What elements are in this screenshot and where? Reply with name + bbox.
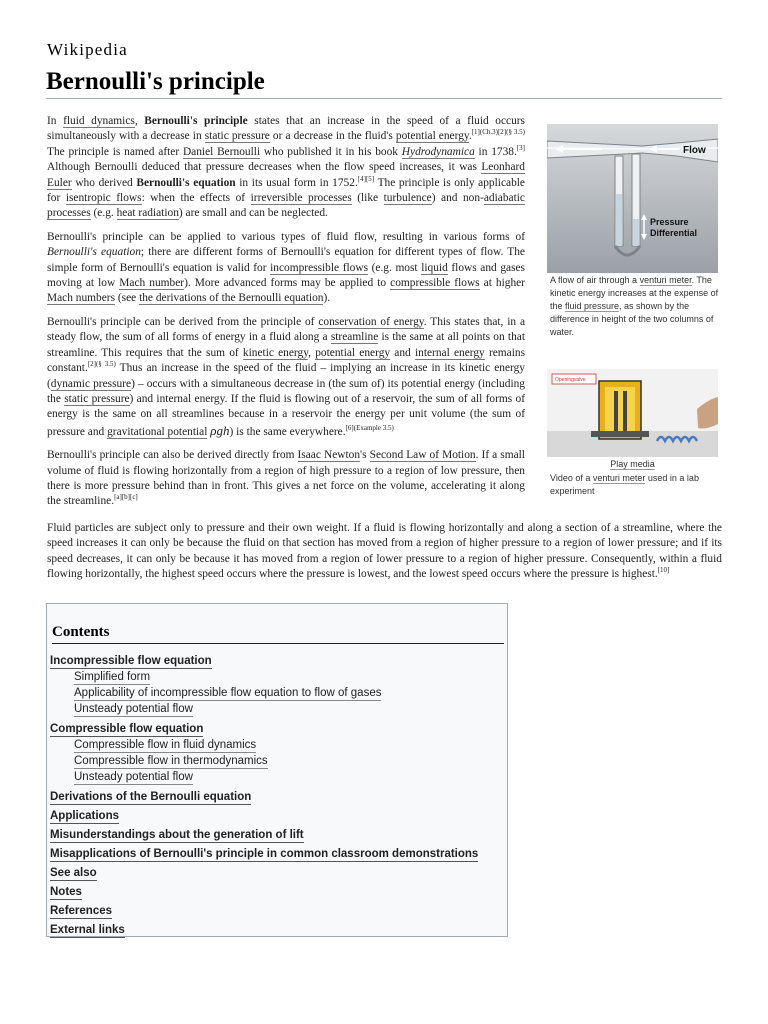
- link-mach-number[interactable]: Mach number: [119, 277, 185, 290]
- text: ).: [323, 292, 331, 305]
- link-compressible-flows[interactable]: compressible flows: [390, 277, 480, 290]
- link-venturi-meter[interactable]: venturi meter: [639, 275, 692, 285]
- text: A flow of air through a: [550, 275, 640, 285]
- text: ) – occurs with a simultaneous decrease in (the sum of) its potential energy (including the: [47, 377, 526, 405]
- italic-term: Bernoulli's equation: [47, 246, 141, 259]
- link-potential-energy[interactable]: potential energy: [395, 130, 469, 143]
- paragraph-4: [47, 448, 525, 510]
- citation[interactable]: [4][5]: [357, 174, 375, 183]
- text: Thus an increase in the speed of the fluid – implying an increase in its kinetic energy (: [47, 362, 525, 390]
- link-adiabatic-processes[interactable]: adiabatic processes: [47, 192, 525, 220]
- link-derivations[interactable]: the derivations of the Bernoulli equation: [139, 292, 324, 305]
- text: Although Bernoulli deduced that pressure decreases when the flow speed increases, it was: [47, 161, 482, 174]
- link-heat-radiation[interactable]: heat radiation: [116, 207, 179, 220]
- text: ) is the same everywhere.: [229, 425, 346, 438]
- toc-item-applicability-to-gases[interactable]: Applicability of incompressible flow equation to flow of gases: [74, 687, 382, 699]
- play-media-link[interactable]: [547, 459, 718, 469]
- toc-item-compressible-fluid-dynamics[interactable]: Compressible flow in fluid dynamics: [74, 739, 257, 751]
- text: (like: [351, 192, 384, 205]
- text: who published it in his book: [260, 145, 402, 158]
- link-kinetic-energy[interactable]: kinetic energy: [242, 346, 309, 359]
- venturi-meter-image[interactable]: [547, 124, 718, 273]
- toc-item-unsteady-potential-flow-1[interactable]: Unsteady potential flow: [74, 703, 193, 715]
- text: ,: [134, 115, 145, 127]
- figure-2-caption: [550, 472, 720, 498]
- text: .: [468, 130, 472, 143]
- toc-item-compressible-flow-equation[interactable]: Compressible flow equation: [50, 723, 204, 735]
- text: ). More advanced forms may be applied to: [184, 277, 391, 290]
- text: in 1738.: [474, 145, 517, 158]
- link-dynamic-pressure[interactable]: dynamic pressure: [50, 377, 132, 390]
- link-liquid[interactable]: liquid: [421, 261, 448, 274]
- flow-label: Flow: [683, 145, 706, 156]
- toc-item-misapplications[interactable]: Misapplications of Bernoulli's principle in common classroom demonstrations: [50, 848, 479, 860]
- text: : when the effects of: [141, 192, 251, 205]
- text: Bernoulli's principle can also be derived directly from: [47, 449, 298, 462]
- page-title: Bernoulli's principle: [46, 68, 722, 99]
- text: (e.g.: [90, 207, 117, 220]
- link-static-pressure[interactable]: static pressure: [204, 130, 270, 143]
- link-mach-numbers[interactable]: Mach numbers: [47, 292, 116, 305]
- link-incompressible-flows[interactable]: incompressible flows: [270, 261, 369, 274]
- link-streamline[interactable]: streamline: [330, 331, 379, 344]
- link-potential-energy[interactable]: potential energy: [315, 346, 391, 359]
- text: Bernoulli's principle can be derived from the principle of: [47, 315, 319, 328]
- citation[interactable]: [3]: [516, 144, 525, 153]
- toc-item-references[interactable]: References: [50, 905, 113, 917]
- toc-item-notes[interactable]: Notes: [50, 886, 82, 898]
- pressure-label: Pressure: [650, 217, 689, 227]
- text: and: [390, 346, 415, 359]
- math-formula: ρgh: [210, 422, 230, 438]
- toc-item-applications[interactable]: Applications: [50, 810, 120, 822]
- link-turbulence[interactable]: turbulence: [383, 192, 432, 205]
- toc-list: [50, 651, 505, 939]
- table-of-contents: [46, 603, 508, 937]
- text: In: [47, 115, 64, 127]
- text: The principle is only applicable for: [47, 176, 525, 205]
- paragraph-2: [47, 230, 525, 307]
- text: (see: [115, 292, 140, 305]
- text: , as shown by the difference in height of the two columns of water.: [550, 301, 714, 337]
- link-conservation-of-energy[interactable]: conservation of energy: [318, 315, 424, 328]
- toc-item-incompressible-flow-equation[interactable]: Incompressible flow equation: [50, 655, 212, 667]
- citation[interactable]: [10]: [657, 566, 670, 575]
- text: . If a small volume of fluid is flowing horizontally from a region of high pressure to a region of low pressure, then there is more pressure behind than in front. This gives a net force on the volume, accelerating it along the streamline.: [47, 449, 525, 508]
- link-isentropic-flows[interactable]: isentropic flows: [65, 192, 142, 205]
- paragraph-1: [47, 114, 525, 222]
- paragraph-5: [47, 521, 722, 583]
- citation[interactable]: [6](Example 3.5): [345, 423, 394, 432]
- link-leonhard-euler[interactable]: Leonhard Euler: [47, 161, 525, 189]
- figure-1-caption: [550, 274, 720, 339]
- link-gravitational-potential[interactable]: gravitational potential: [107, 425, 208, 438]
- text: states that an increase in the speed of a fluid occurs simultaneously with a decrease in: [47, 115, 525, 143]
- link-fluid-dynamics[interactable]: fluid dynamics: [63, 115, 135, 127]
- differential-label: Differential: [650, 228, 698, 238]
- link-daniel-bernoulli[interactable]: Daniel Bernoulli: [182, 145, 261, 158]
- text: . The kinetic energy increases at the expense of the: [550, 275, 719, 311]
- text: ) and internal energy. If the fluid is flowing out of a reservoir, the sum of all forms of energy is the same on all streamlines because in a reservoir the energy per unit volume (the sum of pressure and: [47, 392, 525, 438]
- text: (e.g. most: [368, 261, 422, 274]
- paragraph-3: [47, 315, 525, 440]
- play-media-label[interactable]: Play media: [610, 459, 655, 469]
- link-second-law-of-motion[interactable]: Second Law of Motion: [369, 449, 476, 462]
- text: ) and non-: [431, 192, 484, 205]
- text: ,: [308, 346, 316, 359]
- citation[interactable]: [a][b][c]: [114, 493, 138, 502]
- link-venturi-meter-2[interactable]: venturi meter: [592, 473, 646, 483]
- bold-term: Bernoulli's principle: [144, 115, 248, 127]
- link-irreversible-processes[interactable]: irreversible processes: [250, 192, 352, 205]
- text: ; there are different forms of Bernoulli's equation for different types of flow. The simple form of Bernoulli's equation is valid for: [47, 246, 525, 274]
- text: ) are small and can be neglected.: [178, 207, 328, 220]
- venturi-video-thumbnail[interactable]: [547, 369, 718, 457]
- text: in its usual form in 1752.: [235, 176, 358, 189]
- text: remains constant.: [47, 346, 525, 375]
- toc-item-compressible-thermodynamics[interactable]: Compressible flow in thermodynamics: [74, 755, 268, 767]
- toc-title: Contents: [52, 624, 504, 644]
- toc-item-derivations[interactable]: Derivations of the Bernoulli equation: [50, 791, 252, 803]
- citation[interactable]: [2](§ 3.5): [87, 360, 116, 369]
- text: Video of a: [550, 473, 593, 483]
- bold-term: Bernoulli's equation: [136, 176, 236, 189]
- text: Fluid particles are subject only to pressure and their own weight. If a fluid is flowing horizontally and along a section of a streamline, where the speed increases it can only be because the fluid on that section has moved from a region of higher pressure to a region of lower pressure; and if its speed decreases, it can only be because it has moved from a region of lower pressure to a region of higher pressure. Consequently, within a fluid flowing horizontally, the highest speed occurs where the pressure is lowest, and the lowest speed occurs where the pressure is highest.: [47, 522, 722, 581]
- article-body: [47, 114, 525, 518]
- toc-item-external-links[interactable]: External links: [50, 924, 125, 936]
- link-isaac-newton[interactable]: Isaac Newton: [297, 449, 361, 462]
- toc-item-see-also[interactable]: See also: [50, 867, 97, 879]
- link-internal-energy[interactable]: internal energy: [414, 346, 485, 359]
- toc-item-simplified-form[interactable]: Simplified form: [74, 671, 151, 683]
- text: who derived: [71, 176, 137, 189]
- link-hydrodynamica[interactable]: Hydrodynamica: [401, 145, 475, 158]
- link-fluid-pressure[interactable]: fluid pressure: [565, 301, 620, 311]
- text: . This states that, in a steady flow, the sum of all forms of energy in a fluid along a: [47, 315, 526, 344]
- text: is the same at all points on that streamline. This requires that the sum of: [47, 331, 525, 359]
- text: Bernoulli's principle can be applied to various types of fluid flow, resulting in various forms of: [47, 230, 525, 243]
- wikipedia-wordmark[interactable]: Wikipedia: [47, 40, 128, 59]
- citation[interactable]: [1](Ch.3)[2](§ 3.5): [471, 128, 526, 137]
- toc-item-unsteady-potential-flow-2[interactable]: Unsteady potential flow: [74, 771, 193, 783]
- link-static-pressure-2[interactable]: static pressure: [64, 392, 130, 405]
- video-sign-text: Openingvalve: [555, 377, 586, 383]
- text: or a decrease in the fluid's: [269, 130, 396, 143]
- text: flows and gases moving at low: [47, 261, 525, 290]
- text: at higher: [479, 277, 526, 290]
- toc-item-misunderstandings-lift[interactable]: Misunderstandings about the generation of lift: [50, 829, 304, 841]
- text: used in a lab experiment: [550, 473, 699, 496]
- text: 's: [360, 449, 370, 462]
- text: The principle is named after: [47, 145, 183, 158]
